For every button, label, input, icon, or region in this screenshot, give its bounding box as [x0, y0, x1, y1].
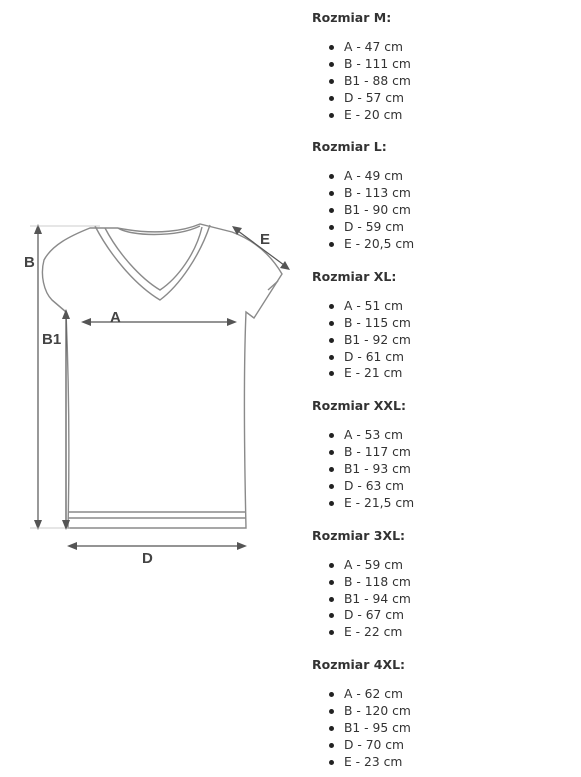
measurement-item: D - 59 cm	[312, 219, 572, 236]
measurement-item: E - 23 cm	[312, 754, 572, 771]
measurement-item: D - 63 cm	[312, 478, 572, 495]
measurement-item: B1 - 88 cm	[312, 73, 572, 90]
label-b1: B1	[42, 331, 62, 348]
measurement-list	[312, 427, 572, 511]
size-title: Rozmiar XL:	[312, 268, 397, 284]
tshirt-measurement-diagram	[0, 200, 310, 580]
label-d: D	[142, 550, 153, 567]
measurement-item: A - 59 cm	[312, 557, 572, 574]
measurement-list	[312, 39, 572, 123]
measurement-item: B - 118 cm	[312, 574, 572, 591]
measurement-item: B - 120 cm	[312, 703, 572, 720]
measurement-list	[312, 298, 572, 382]
size-title: Rozmiar XXL:	[312, 398, 406, 414]
measurement-list	[312, 686, 572, 770]
measurement-item: A - 62 cm	[312, 686, 572, 703]
measurement-item: B - 111 cm	[312, 56, 572, 73]
size-title: Rozmiar 3XL:	[312, 527, 406, 543]
size-title: Rozmiar M:	[312, 10, 392, 25]
size-chart	[312, 0, 572, 777]
measurement-item: B1 - 90 cm	[312, 202, 572, 219]
measurement-item: B1 - 93 cm	[312, 461, 572, 478]
measurement-item: A - 51 cm	[312, 298, 572, 315]
measurement-item: A - 53 cm	[312, 427, 572, 444]
measurement-item: B - 117 cm	[312, 444, 572, 461]
measurement-item: E - 21 cm	[312, 365, 572, 382]
size-title: Rozmiar 4XL:	[312, 657, 406, 673]
label-e: E	[260, 231, 271, 248]
size-block-4xl	[312, 647, 572, 770]
measurement-item: B1 - 94 cm	[312, 591, 572, 608]
measurement-item: D - 67 cm	[312, 607, 572, 624]
size-block-m	[312, 0, 572, 123]
measurement-item: A - 47 cm	[312, 39, 572, 56]
label-a: A	[110, 309, 121, 326]
measurement-list	[312, 557, 572, 641]
size-title: Rozmiar L:	[312, 139, 387, 155]
size-block-3xl	[312, 518, 572, 641]
size-block-xxl	[312, 388, 572, 511]
measurement-item: B - 115 cm	[312, 315, 572, 332]
measurement-item: E - 22 cm	[312, 624, 572, 641]
measurement-item: E - 20 cm	[312, 107, 572, 124]
measurement-item: A - 49 cm	[312, 168, 572, 185]
measurement-item: B - 113 cm	[312, 185, 572, 202]
measurement-item: B1 - 95 cm	[312, 720, 572, 737]
label-b: B	[24, 254, 35, 271]
size-block-l	[312, 129, 572, 252]
measurement-item: D - 61 cm	[312, 349, 572, 366]
measurement-item: E - 21,5 cm	[312, 495, 572, 512]
size-block-xl	[312, 259, 572, 382]
measurement-item: D - 57 cm	[312, 90, 572, 107]
tshirt-outline	[42, 224, 282, 528]
measurement-list	[312, 168, 572, 252]
measurement-item: D - 70 cm	[312, 737, 572, 754]
measurement-item: E - 20,5 cm	[312, 236, 572, 253]
measurement-item: B1 - 92 cm	[312, 332, 572, 349]
